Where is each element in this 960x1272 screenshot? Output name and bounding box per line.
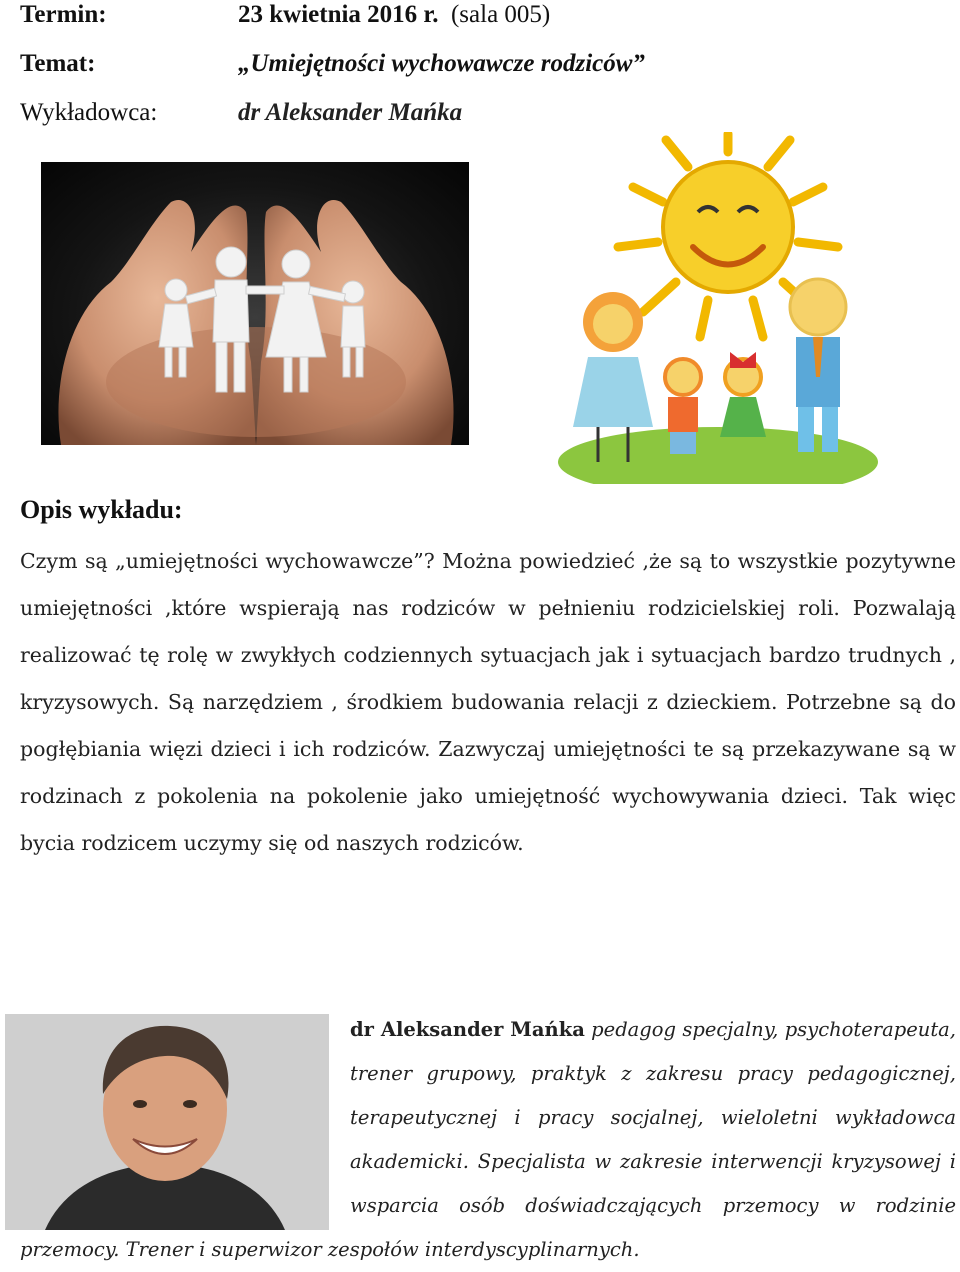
date-value-main: 23 kwietnia 2016 r.	[238, 1, 439, 28]
date-value-room: (sala 005)	[450, 1, 551, 28]
description-heading: Opis wykładu:	[20, 495, 183, 524]
lecturer-label: Wykładowca:	[20, 99, 158, 126]
bio-description: pedagog specjalny, psychoterapeuta, trener grupowy, praktyk z zakresu pracy pedagogicznej, terapeutycznej i pracy socjalnej, wieloletni wykładowca akademicki. Specjalista w zakresie interwencji kryzysowej i wsparcia osób doświadczających przemocy w rodzinie przemocy. Trener i superwizor zespołów interdyscyplinarnych.	[20, 1018, 956, 1261]
family-sun-drawing	[558, 132, 880, 484]
bio-name: dr Aleksander Mańka	[350, 1018, 585, 1041]
sun-family-illustration	[558, 132, 880, 484]
hands-illustration	[41, 162, 469, 445]
topic-label: Temat:	[20, 50, 96, 77]
topic-value: „Umiejętności wychowawcze rodziców”	[238, 50, 645, 77]
description-text: Czym są „umiejętności wychowawcze”? Można powiedzieć ,że są to wszystkie pozytywne umiejętności ,które wspierają nas rodziców w pełnieniu rodzicielskiej roli. Pozwalają realizować tę rolę w zwykłych codziennych sytuacjach jak i sytuacjach bardzo trudnych , kryzysowych. Są narzędziem , środkiem budowania relacji z dzieckiem. Potrzebne są do pogłębiania więzi dzieci i ich rodziców. Zazwyczaj umiejętności te są przekazywane są w rodzinach z pokolenia na pokolenie jako umiejętność wychowywania dzieci. Tak więc bycia rodzicem uczymy się od naszych rodziców.	[20, 549, 956, 855]
lecturer-value: dr Aleksander Mańka	[238, 99, 463, 126]
date-value	[238, 0, 550, 30]
date-label: Termin:	[20, 1, 107, 28]
hands-family-photo	[41, 162, 469, 445]
bio-spacer	[20, 1008, 350, 1228]
lecturer-bio	[20, 1008, 956, 1272]
